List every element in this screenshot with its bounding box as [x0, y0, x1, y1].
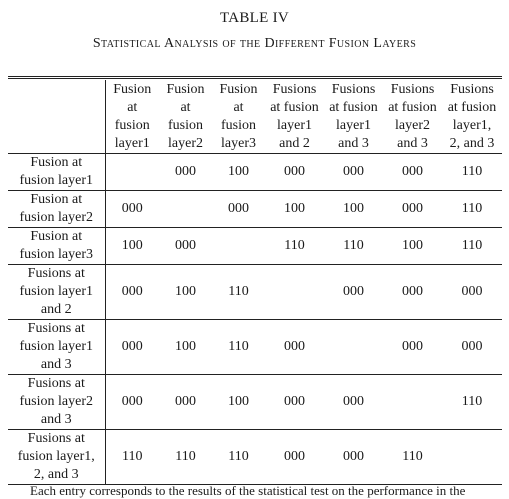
table-cell: 110 — [461, 201, 483, 216]
column-header: Fusion at fusion layer3 — [212, 80, 265, 154]
table-cell: 000 — [228, 201, 249, 216]
column-header: Fusion at fusion layer2 — [159, 80, 212, 154]
top-rule — [8, 76, 502, 77]
table-cell: 100 — [121, 238, 143, 253]
table-cell: 110 — [175, 449, 196, 464]
table-cell: 110 — [461, 394, 483, 409]
table-cell: 100 — [228, 394, 249, 409]
table-cell: 000 — [121, 339, 143, 354]
table-cell: 100 — [175, 284, 196, 299]
table-cell: 000 — [402, 164, 423, 179]
table-subtitle: Statistical Analysis of the Different Fusion Layers — [92, 36, 417, 51]
table-row — [8, 430, 502, 485]
table-cell: 000 — [402, 339, 423, 354]
header-row — [8, 80, 502, 154]
table-cell — [442, 430, 502, 485]
table-body — [8, 154, 502, 485]
table-cell — [265, 265, 324, 320]
table-row — [8, 320, 502, 375]
table-cell: 000 — [343, 164, 364, 179]
table-cell: 000 — [121, 201, 143, 216]
table-cell — [324, 320, 383, 375]
row-header: Fusions at fusion layer1 and 2 — [8, 265, 105, 320]
row-header: Fusion at fusion layer2 — [8, 191, 105, 228]
top-rule-double — [8, 78, 502, 79]
row-header: Fusions at fusion layer2 and 3 — [8, 375, 105, 430]
table-row — [8, 265, 502, 320]
table-row — [8, 228, 502, 265]
table-row — [8, 375, 502, 430]
table-cell: 000 — [343, 449, 364, 464]
table-cell: 110 — [284, 238, 305, 253]
column-header: Fusion at fusion layer1 — [105, 80, 159, 154]
table-cell: 100 — [402, 238, 423, 253]
column-header: Fusions at fusion layer1 and 3 — [324, 80, 383, 154]
table-cell: 000 — [175, 394, 196, 409]
table-cell: 110 — [461, 238, 483, 253]
table-cell: 110 — [461, 164, 483, 179]
row-header: Fusion at fusion layer1 — [8, 154, 105, 191]
corner-cell — [8, 80, 105, 154]
table-cell: 110 — [228, 284, 249, 299]
row-header: Fusions at fusion layer1, 2, and 3 — [8, 430, 105, 485]
table-cell: 000 — [402, 201, 423, 216]
table-cell: 000 — [121, 284, 143, 299]
table-cell: 000 — [461, 339, 483, 354]
table-cell: 000 — [121, 394, 143, 409]
column-header: Fusions at fusion layer1 and 2 — [265, 80, 324, 154]
table-cell: 000 — [284, 449, 305, 464]
table-cell: 000 — [402, 284, 423, 299]
table-cell: 110 — [343, 238, 364, 253]
table-cell — [105, 154, 159, 191]
table-cell: 110 — [228, 339, 249, 354]
table-cell: 000 — [175, 164, 196, 179]
table-cell: 000 — [343, 394, 364, 409]
table-cell: 100 — [284, 201, 305, 216]
table-cell: 110 — [402, 449, 423, 464]
statistical-analysis-table — [8, 80, 502, 485]
column-header: Fusions at fusion layer1, 2, and 3 — [442, 80, 502, 154]
table-cell: 110 — [122, 449, 143, 464]
table-cell — [159, 191, 212, 228]
table-cell: 000 — [284, 164, 305, 179]
table-row — [8, 154, 502, 191]
table-cell: 000 — [284, 339, 305, 354]
table-row — [8, 191, 502, 228]
column-header: Fusions at fusion layer2 and 3 — [383, 80, 442, 154]
table-footnote: Each entry corresponds to the results of the statistical test on the performance in the — [30, 483, 466, 498]
table-cell: 100 — [343, 201, 364, 216]
table-title: TABLE IV — [219, 10, 290, 26]
table-cell: 100 — [175, 339, 196, 354]
table-cell: 000 — [461, 284, 483, 299]
table-cell: 000 — [175, 238, 196, 253]
row-header: Fusion at fusion layer3 — [8, 228, 105, 265]
row-header: Fusions at fusion layer1 and 3 — [8, 320, 105, 375]
table-cell: 100 — [228, 164, 249, 179]
table-cell: 110 — [228, 449, 249, 464]
table-cell — [383, 375, 442, 430]
table-cell — [212, 228, 265, 265]
table-cell: 000 — [284, 394, 305, 409]
table-cell: 000 — [343, 284, 364, 299]
